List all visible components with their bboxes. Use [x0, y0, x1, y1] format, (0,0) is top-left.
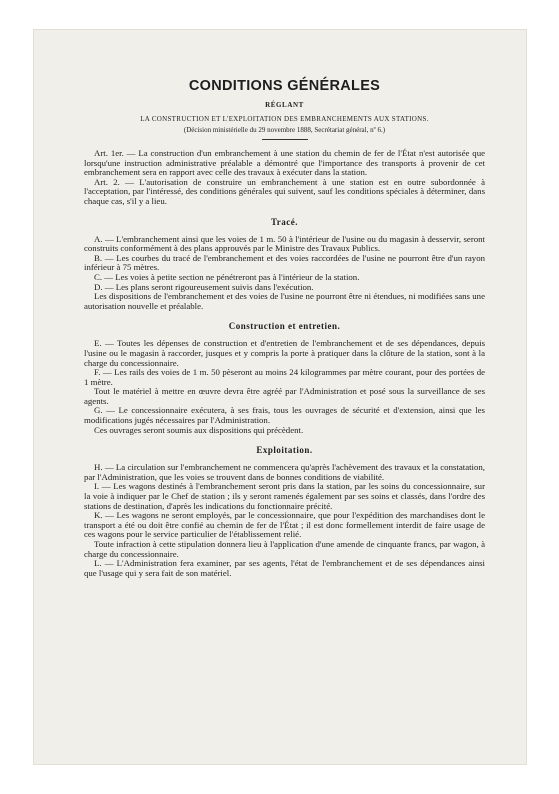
document-title: CONDITIONS GÉNÉRALES	[188, 78, 381, 94]
document-page	[34, 30, 526, 764]
section-heading-trace: Tracé.	[270, 216, 299, 227]
clause-l: L. — L'Administration fera examiner, par ses agents, l'état de l'embranchement et de ses dépendances ainsi que l'usage qui y sera fait de son matériel.	[84, 558, 485, 578]
clause-k: K. — Les wagons ne seront employés, par le concessionnaire, que pour l'expédition des marchandises dont le transport a été ou doit être confié au chemin de fer de l'État ; il est donc formellement interdit de faire usage de ces wagons pour le service particulier de l'établissement relié.	[84, 510, 485, 540]
document-body	[84, 78, 485, 578]
section-heading-construction: Construction et entretien.	[228, 321, 341, 332]
article-2: Art. 2. — L'autorisation de construire un embranchement à une station est en outre subordonnée à l'acceptation, par l'intéressé, des conditions générales qui suivent, sauf les conditions spéciales à déterminer, dans chaque cas, s'il y a lieu.	[84, 176, 485, 206]
document-scope: LA CONSTRUCTION ET L'EXPLOITATION DES EMBRANCHEMENTS AUX STATIONS.	[140, 115, 429, 123]
section-heading-exploitation: Exploitation.	[256, 445, 313, 456]
clause-k-note: Toute infraction à cette stipulation donnera lieu à l'application d'une amende de cinquante francs, par wagon, à charge du concessionnaire.	[84, 539, 485, 559]
clause-a: A. — L'embranchement ainsi que les voies de 1 m. 50 à l'intérieur de l'usine ou du magasin à desservir, seront construits conformément à des plans approuvés par le Ministre des Travaux Publics.	[84, 233, 485, 254]
document-subtitle: RÉGLANT	[265, 101, 304, 109]
article-1: Art. 1er. — La construction d'un embranchement à une station du chemin de fer de l'État n'est autorisée que lorsqu'une instruction administrative préalable a démontré que l'importance des transports à provenir de cet embranchement sera en rapport avec celle des travaux à exécuter dans la station.	[84, 148, 485, 178]
clause-g: G. — Le concessionnaire exécutera, à ses frais, tous les ouvrages de sécurité et d'extension, ainsi que les modifications jugés nécessaires par l'Administration.	[84, 405, 485, 426]
clause-h: H. — La circulation sur l'embranchement ne commencera qu'après l'achèvement des travaux et la constatation, par l'Administration, que les voies se trouvent dans de bonnes conditions de viabilité.	[84, 462, 485, 482]
clause-f-note: Tout le matériel à mettre en œuvre devra être agréé par l'Administration et posé sous la surveillance de ses agents.	[84, 386, 485, 406]
clause-d: D. — Les plans seront rigoureusement suivis dans l'exécution.	[94, 281, 314, 292]
clause-d-note: Les dispositions de l'embranchement et des voies de l'usine ne pourront être ni étendues, ni modifiées sans une autorisation nouvelle et préalable.	[84, 291, 485, 311]
section-exploitation	[84, 463, 485, 578]
clause-b: B. — Les courbes du tracé de l'embranchement et des voies raccordées de l'usine ne pourront être d'un rayon inférieur à 75 mètres.	[84, 252, 485, 273]
clause-f: F. — Les rails des voies de 1 m. 50 pèseront au moins 24 kilogrammes par mètre courant, pour des portées de 1 mètre.	[84, 367, 485, 387]
section-construction	[84, 339, 485, 435]
clause-i: I. — Les wagons destinés à l'embranchement seront pris dans la station, par les soins du concessionnaire, sur la voie à indiquer par le Chef de station ; ils y seront ramenés également par ses soins et classés, dans l'ordre des stations de destination, d'après les indications du fonctionnaire précité.	[84, 481, 485, 511]
clause-c: C. — Les voies à petite section ne pénétreront pas à l'intérieur de la station.	[94, 271, 360, 282]
title-divider	[262, 139, 308, 140]
intro-articles	[84, 149, 485, 207]
section-trace	[84, 235, 485, 312]
decision-reference: (Décision ministérielle du 29 novembre 1888, Secrétariat général, nº 6.)	[183, 126, 386, 134]
clause-g-note: Ces ouvrages seront soumis aux dispositions qui précèdent.	[94, 424, 304, 435]
clause-e: E. — Toutes les dépenses de construction et d'entretien de l'embranchement et de ses dépendances, depuis l'usine ou le magasin à raccorder, jusques et y compris la porte à pratiquer dans la clôture de la station, sont à la charge du concessionnaire.	[84, 338, 485, 368]
